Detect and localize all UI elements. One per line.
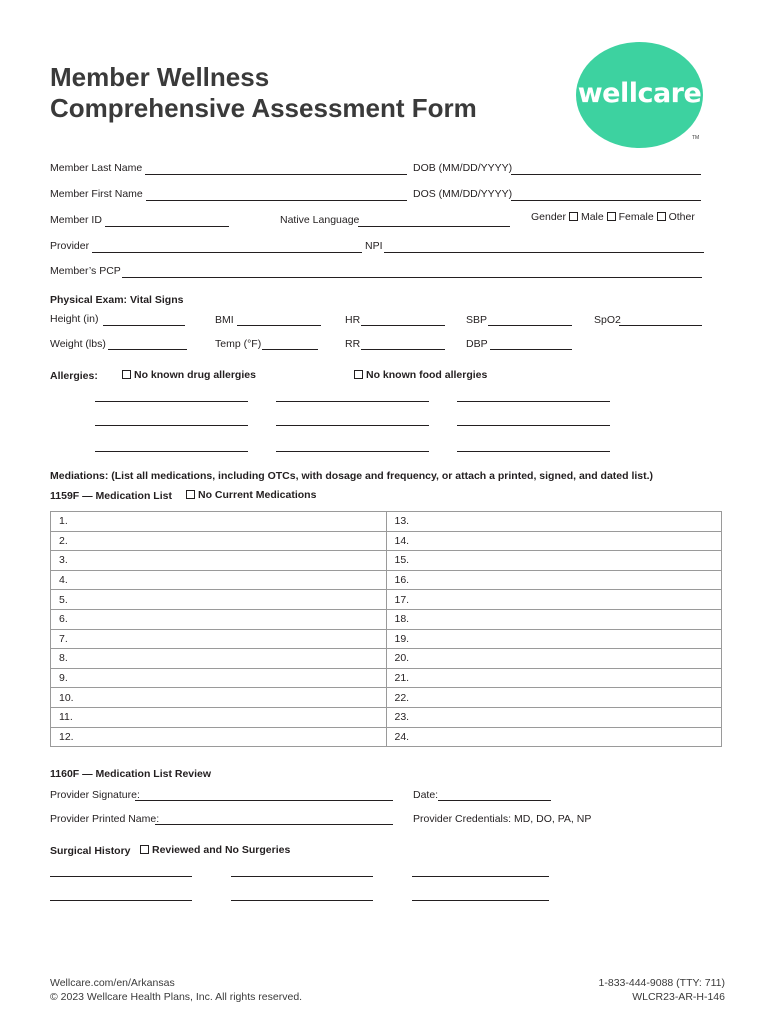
allergy-field[interactable] <box>457 401 610 402</box>
medication-row <box>51 707 722 727</box>
hr-label: HR <box>345 314 361 326</box>
member-pcp-label: Member’s PCP <box>50 265 121 277</box>
member-last-name-label: Member Last Name <box>50 162 143 174</box>
no-current-medications-checkbox[interactable] <box>186 490 195 499</box>
npi-field[interactable] <box>384 252 704 253</box>
provider-label: Provider <box>50 240 90 252</box>
allergy-field[interactable] <box>95 451 248 452</box>
weight-field[interactable] <box>108 349 187 350</box>
medication-cell[interactable]: 24. <box>386 727 722 747</box>
footer-phone: 1-833-444-9088 (TTY: 711) <box>598 977 725 989</box>
dob-label: DOB (MM/DD/YYYY) <box>413 162 513 174</box>
sbp-label: SBP <box>466 314 488 326</box>
rr-field[interactable] <box>361 349 445 350</box>
bmi-field[interactable] <box>237 325 321 326</box>
member-first-name-field[interactable] <box>146 200 407 201</box>
medication-cell[interactable]: 21. <box>386 668 722 688</box>
surgery-field[interactable] <box>412 876 549 877</box>
native-language-label: Native Language <box>280 214 360 226</box>
medication-cell[interactable]: 10. <box>51 688 387 708</box>
npi-label: NPI <box>365 240 383 252</box>
provider-signature-field[interactable] <box>135 800 393 801</box>
medication-row <box>51 570 722 590</box>
reviewed-no-surgeries-label: Reviewed and No Surgeries <box>152 844 291 856</box>
no-drug-allergies-option <box>122 369 256 381</box>
footer-right <box>599 976 725 1004</box>
medication-cell[interactable]: 6. <box>51 609 387 629</box>
footer-website-link[interactable]: Wellcare.com/en/Arkansas <box>50 977 175 989</box>
wellcare-logo <box>576 42 703 148</box>
form-title-line2: Comprehensive Assessment Form <box>50 93 477 123</box>
no-food-allergies-option <box>354 369 487 381</box>
medication-cell[interactable]: 19. <box>386 629 722 649</box>
medication-cell[interactable]: 16. <box>386 570 722 590</box>
medication-row <box>51 531 722 551</box>
medication-cell[interactable]: 2. <box>51 531 387 551</box>
reviewed-no-surgeries-checkbox[interactable] <box>140 845 149 854</box>
member-first-name-label: Member First Name <box>50 188 143 200</box>
medication-row <box>51 688 722 708</box>
native-language-field[interactable] <box>358 226 510 227</box>
height-label: Height (in) <box>50 313 99 325</box>
surgery-field[interactable] <box>50 876 192 877</box>
gender-label: Gender <box>531 211 567 223</box>
medication-cell[interactable]: 18. <box>386 609 722 629</box>
medication-row <box>51 649 722 669</box>
no-drug-allergies-checkbox[interactable] <box>122 370 131 379</box>
medication-row <box>51 668 722 688</box>
medication-cell[interactable]: 11. <box>51 707 387 727</box>
member-id-field[interactable] <box>105 226 229 227</box>
medication-cell[interactable]: 9. <box>51 668 387 688</box>
medications-heading: Mediations: (List all medications, including OTCs, with dosage and frequency, or attach a printed, signed, and dated list.) <box>50 470 654 482</box>
medication-cell[interactable]: 17. <box>386 590 722 610</box>
allergies-label: Allergies: <box>50 370 98 382</box>
medication-cell[interactable]: 7. <box>51 629 387 649</box>
temp-field[interactable] <box>262 349 318 350</box>
medication-table <box>50 511 722 747</box>
medication-cell[interactable]: 15. <box>386 551 722 571</box>
form-title-line1: Member Wellness <box>50 62 270 92</box>
surgical-history-label: Surgical History <box>50 845 131 857</box>
member-last-name-field[interactable] <box>145 174 407 175</box>
no-food-allergies-checkbox[interactable] <box>354 370 363 379</box>
allergy-field[interactable] <box>276 451 429 452</box>
no-food-allergies-label: No known food allergies <box>366 369 488 381</box>
spo2-label: SpO2 <box>594 314 621 326</box>
medication-cell[interactable]: 22. <box>386 688 722 708</box>
member-id-label: Member ID <box>50 214 102 226</box>
footer-left <box>50 976 302 1004</box>
medication-cell[interactable]: 5. <box>51 590 387 610</box>
medication-cell[interactable]: 13. <box>386 512 722 532</box>
weight-label: Weight (lbs) <box>50 338 106 350</box>
provider-printed-name-label: Provider Printed Name: <box>50 813 160 825</box>
provider-signature-label: Provider Signature: <box>50 789 140 801</box>
no-current-medications-option <box>186 489 316 501</box>
medication-row <box>51 609 722 629</box>
allergy-field[interactable] <box>276 425 429 426</box>
logo-trademark: TM <box>692 135 700 141</box>
height-field[interactable] <box>103 325 185 326</box>
medication-cell[interactable]: 1. <box>51 512 387 532</box>
medication-cell[interactable]: 3. <box>51 551 387 571</box>
footer-copyright: © 2023 Wellcare Health Plans, Inc. All rights reserved. <box>50 991 303 1003</box>
medication-row <box>51 629 722 649</box>
gender-female-label: Female <box>618 211 654 223</box>
medication-cell[interactable]: 23. <box>386 707 722 727</box>
gender-other-label: Other <box>668 211 695 223</box>
gender-female-checkbox[interactable] <box>607 212 616 221</box>
allergy-field[interactable] <box>276 401 429 402</box>
reviewed-no-surgeries-option <box>140 844 290 856</box>
gender-male-checkbox[interactable] <box>569 212 578 221</box>
logo-text: wellcare <box>577 78 702 109</box>
provider-credentials-label: Provider Credentials: MD, DO, PA, NP <box>413 813 592 825</box>
medication-cell[interactable]: 20. <box>386 649 722 669</box>
surgery-field[interactable] <box>231 876 373 877</box>
vitals-heading: Physical Exam: Vital Signs <box>50 294 184 306</box>
no-drug-allergies-label: No known drug allergies <box>134 369 256 381</box>
provider-field[interactable] <box>92 252 362 253</box>
medication-row <box>51 551 722 571</box>
dbp-field[interactable] <box>490 349 572 350</box>
allergy-field[interactable] <box>457 451 610 452</box>
medication-cell[interactable]: 8. <box>51 649 387 669</box>
medication-row <box>51 512 722 532</box>
member-pcp-field[interactable] <box>122 277 702 278</box>
dbp-label: DBP <box>466 338 488 350</box>
medication-row <box>51 590 722 610</box>
medication-cell[interactable]: 12. <box>51 727 387 747</box>
medication-cell[interactable]: 14. <box>386 531 722 551</box>
provider-printed-name-field[interactable] <box>155 824 393 825</box>
gender-other-checkbox[interactable] <box>657 212 666 221</box>
dos-field[interactable] <box>511 200 701 201</box>
surgery-field[interactable] <box>412 900 549 901</box>
no-current-medications-label: No Current Medications <box>198 489 317 501</box>
dos-label: DOS (MM/DD/YYYY) <box>413 188 513 200</box>
surgery-field[interactable] <box>231 900 373 901</box>
gender-male-label: Male <box>580 211 604 223</box>
footer-form-code: WLCR23-AR-H-146 <box>632 991 725 1003</box>
medication-row <box>51 727 722 747</box>
allergy-field[interactable] <box>457 425 610 426</box>
bmi-label: BMI <box>215 314 234 326</box>
rr-label: RR <box>345 338 361 350</box>
medication-cell[interactable]: 4. <box>51 570 387 590</box>
temp-label: Temp (°F) <box>215 338 262 350</box>
gender-group <box>531 211 695 223</box>
dob-field[interactable] <box>511 174 701 175</box>
allergy-field[interactable] <box>95 401 248 402</box>
date-label: Date: <box>413 789 439 801</box>
sbp-field[interactable] <box>488 325 572 326</box>
surgery-field[interactable] <box>50 900 192 901</box>
spo2-field[interactable] <box>619 325 702 326</box>
medication-review-heading: 1160F — Medication List Review <box>50 768 212 780</box>
hr-field[interactable] <box>361 325 445 326</box>
allergy-field[interactable] <box>95 425 248 426</box>
medication-list-code: 1159F — Medication List <box>50 490 172 502</box>
date-field[interactable] <box>438 800 551 801</box>
